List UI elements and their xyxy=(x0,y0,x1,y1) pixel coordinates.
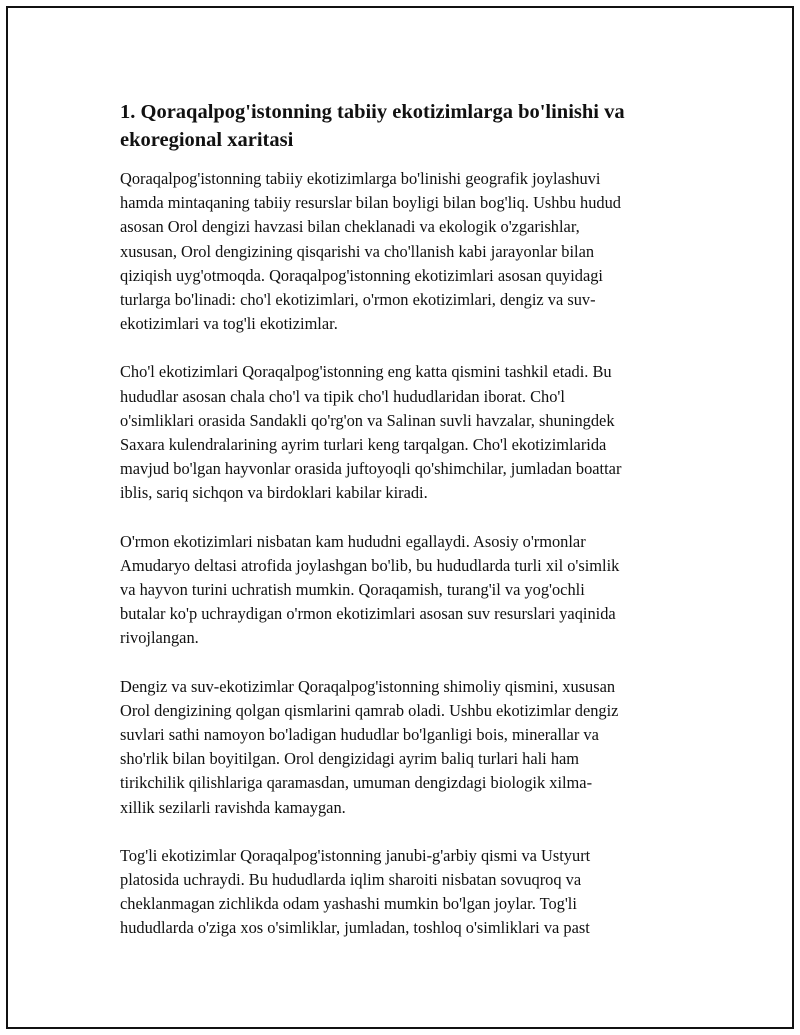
paragraph-forest-ecosystems: O'rmon ekotizimlari nisbatan kam hududni egallaydi. Asosiy o'rmonlar Amudaryo deltasi atrofida joylashgan bo'lib, bu hududlarda turli xil o'simlik va hayvon turini uchratish mumkin. Qoraqamish, turang'il va yog'ochli butalar ko'p uchraydigan o'rmon ekotizimlari asosan suv resurslari yaqinida rivojlangan. xyxy=(120,531,620,648)
paragraph-mountain-ecosystems: Tog'li ekotizimlar Qoraqalpog'istonning janubi-g'arbiy qismi va Ustyurt platosida uchraydi. Bu hududlarda iqlim sharoiti nisbatan sovuqroq va cheklanmagan zichlikda odam yashashi mumkin bo'lgan joylar. Tog'li hududlarda o'ziga xos o'simliklar, jumladan, toshloq o'simliklari va past xyxy=(120,845,591,938)
page-frame xyxy=(6,6,794,1029)
document-body xyxy=(120,98,700,965)
section-title: 1. Qoraqalpog'istonning tabiiy ekotizimlarga bo'linishi va ekoregional xaritasi xyxy=(120,101,625,151)
paragraph-overview: Qoraqalpog'istonning tabiiy ekotizimlarga bo'linishi geografik joylashuvi hamda mintaqaning tabiiy resurslar bilan boyligi bilan bog'liq. Ushbu hudud asosan Orol dengizi havzasi bilan cheklanadi va ekologik o'zgarishlar, xususan, Orol dengizining qisqarishi va cho'llanish kabi jarayonlar bilan qiziqish uyg'otmoqda. Qoraqalpog'istonning ekotizimlari asosan quyidagi turlarga bo'linadi: cho'l ekotizimlari, o'rmon ekotizimlari, dengiz va suv- ekotizimlari va tog'li ekotizimlar. xyxy=(120,169,621,334)
paragraph-sea-water-ecosystems: Dengiz va suv-ekotizimlar Qoraqalpog'istonning shimoliy qismini, xususan Orol dengizining qolgan qismlarini qamrab oladi. Ushbu ekotizimlar dengiz suvlari sathi namoyon bo'ladigan hududlar bo'lganligi bois, minerallar va sho'rlik bilan boyitilgan. Orol dengizidagi ayrim baliq turlari hali ham tirikchilik qilishlariga qaramasdan, umuman dengizdagi biologik xilma- xillik sezilarli ravishda kamaygan. xyxy=(120,676,619,817)
paragraph-desert-ecosystems: Cho'l ekotizimlari Qoraqalpog'istonning eng katta qismini tashkil etadi. Bu hududlar asosan chala cho'l va tipik cho'l hududlaridan iborat. Cho'l o'simliklari orasida Sandakli qo'rg'on va Salinan suvli havzalar, shuningdek Saxara kulendralarining ayrim turlari keng tarqalgan. Cho'l ekotizimlarida mavjud bo'lgan hayvonlar orasida juftoyoqli qo'shimchilar, jumladan boattar iblis, sariq sichqon va birdoklari kabilar kiradi. xyxy=(120,362,622,503)
